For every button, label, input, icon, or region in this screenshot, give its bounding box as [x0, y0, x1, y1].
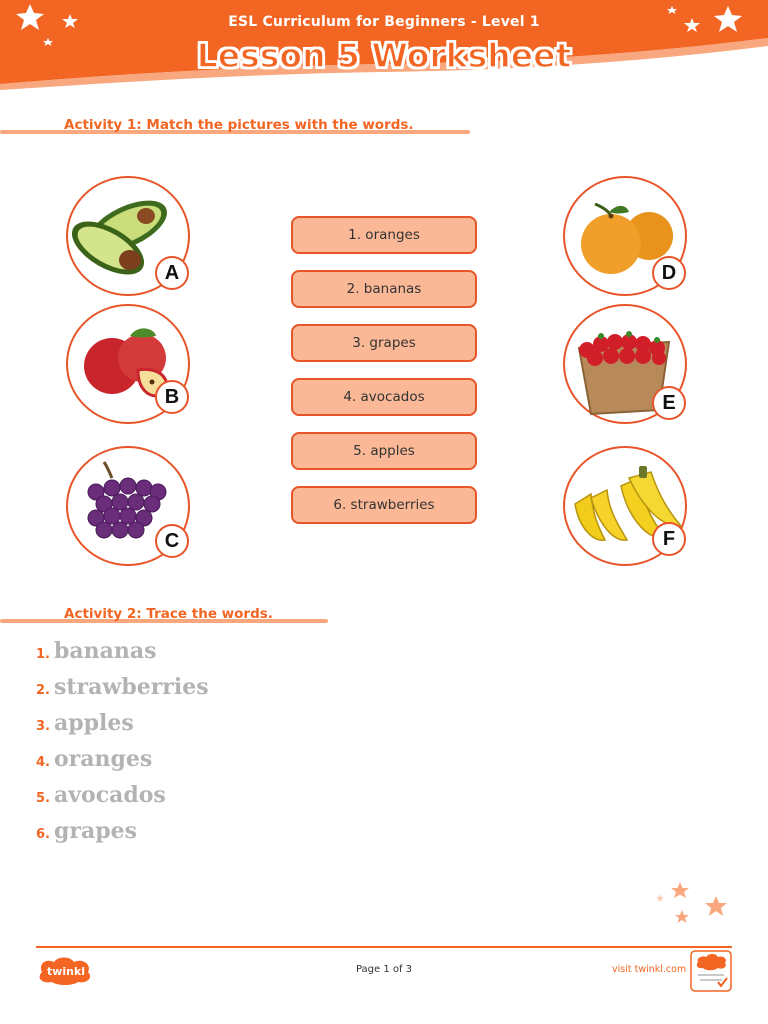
twinkl-logo-text: twinkl	[46, 965, 86, 978]
trace-number: 2.	[36, 683, 50, 698]
trace-word: oranges	[53, 746, 153, 772]
word-box-5: 5. apples	[291, 432, 477, 470]
word-box-2: 2. bananas	[291, 270, 477, 308]
footer-divider	[36, 946, 732, 948]
trace-item-2	[36, 674, 209, 704]
word-box-4: 4. avocados	[291, 378, 477, 416]
visit-link[interactable]: visit twinkl.com	[612, 964, 687, 975]
picture-letter-d: D	[652, 256, 686, 290]
trace-number: 1.	[36, 647, 50, 662]
picture-letter-e: E	[652, 386, 686, 420]
star-icon	[650, 878, 740, 928]
activity1-heading: Activity 1: Match the pictures with the words.	[64, 117, 414, 133]
trace-word: strawberries	[53, 674, 209, 700]
picture-letter-b: B	[155, 380, 189, 414]
picture-letter-a: A	[155, 256, 189, 290]
quality-badge-icon	[690, 950, 732, 992]
activity2-heading: Activity 2: Trace the words.	[64, 606, 273, 622]
word-box-1: 1. oranges	[291, 216, 477, 254]
trace-number: 6.	[36, 827, 50, 842]
trace-item-3	[36, 710, 134, 740]
trace-item-5	[36, 782, 166, 812]
page-title: Lesson 5 Worksheet	[196, 36, 572, 75]
trace-number: 4.	[36, 755, 50, 770]
trace-item-4	[36, 746, 152, 776]
trace-word: bananas	[53, 638, 157, 664]
worksheet-subtitle: ESL Curriculum for Beginners - Level 1	[228, 14, 540, 30]
picture-letter-f: F	[652, 522, 686, 556]
trace-item-1	[36, 638, 157, 668]
trace-word: grapes	[53, 818, 137, 844]
word-box-6: 6. strawberries	[291, 486, 477, 524]
trace-number: 5.	[36, 791, 50, 806]
trace-word: avocados	[53, 782, 166, 808]
trace-item-6	[36, 818, 137, 848]
page-number: Page 1 of 3	[355, 964, 413, 975]
trace-number: 3.	[36, 719, 50, 734]
trace-word: apples	[53, 710, 134, 736]
word-box-3: 3. grapes	[291, 324, 477, 362]
picture-letter-c: C	[155, 524, 189, 558]
